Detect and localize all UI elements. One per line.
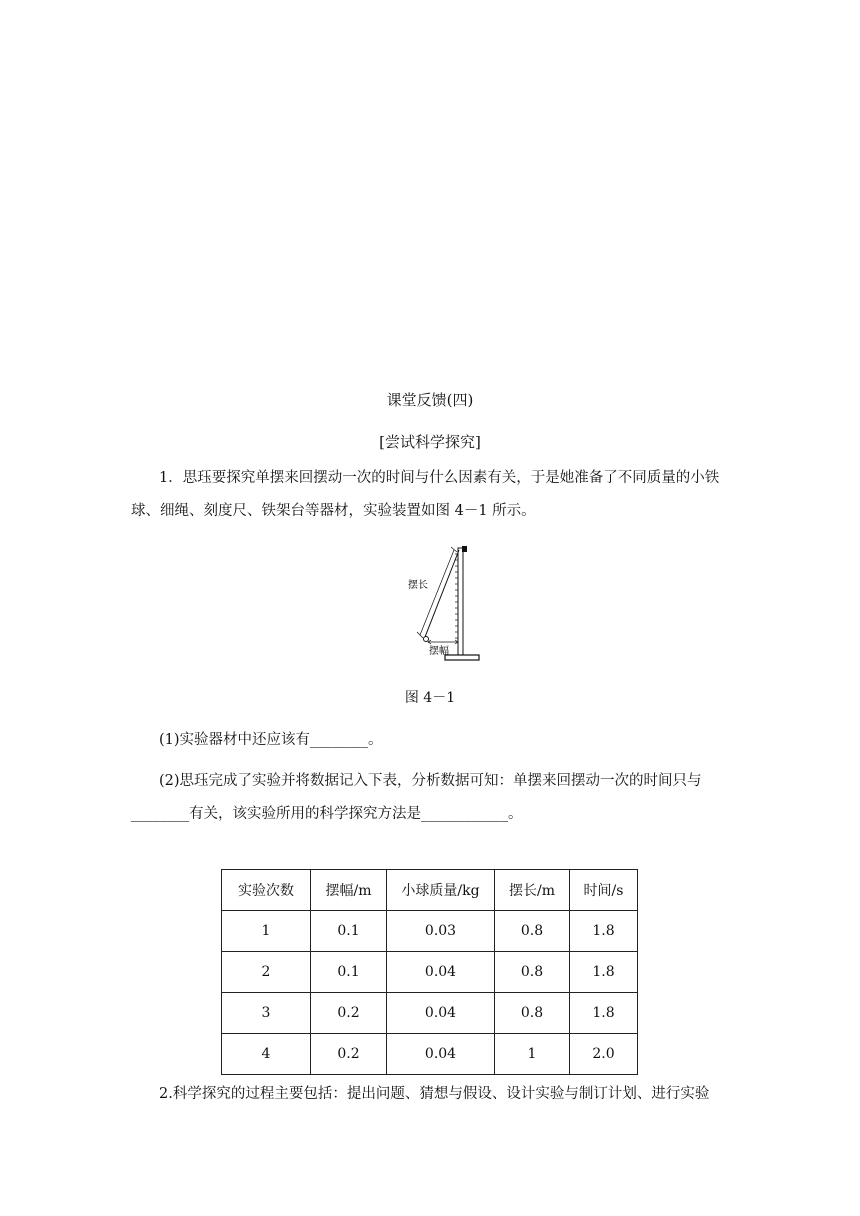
page-title: 课堂反馈(四) [386,391,474,409]
table-cell: 0.04 [387,993,495,1034]
table-cell: 0.03 [387,911,495,952]
sub-question-2: (2)思珏完成了实验并将数据记入下表，分析数据可知：单摆来回摆动一次的时间只与________有关，该实验所用的科学探究方法是____________。 [131,773,702,822]
pendulum-string [425,550,459,637]
data-table [221,869,638,1075]
question-1-text: 1．思珏要探究单摆来回摆动一次的时间与什么因素有关，于是她准备了不同质量的小铁球、细绳、刻度尺、铁架台等器材，实验装置如图 4－1 所示。 [131,470,720,519]
question-2-text: 2.科学探究的过程主要包括：提出问题、猜想与假设、设计实验与制订计划、进行实验 [159,1086,710,1102]
table-cell: 2 [222,952,311,993]
table-header: 摆长/m [495,870,570,911]
table-cell: 0.2 [311,1034,387,1075]
table-row [222,1034,638,1075]
table-cell: 2.0 [570,1034,638,1075]
table-header: 摆幅/m [311,870,387,911]
table-cell: 0.8 [495,911,570,952]
table-row [222,993,638,1034]
table-header-row [222,870,638,911]
table-cell: 0.2 [311,993,387,1034]
stand-pole [458,548,463,655]
figure-label-amplitude: 摆幅 [429,646,449,657]
figure-label-length: 摆长 [408,580,428,591]
table-cell: 3 [222,993,311,1034]
pendulum-ball [424,637,429,642]
table-cell: 0.04 [387,952,495,993]
table-cell: 0.04 [387,1034,495,1075]
table-cell: 4 [222,1034,311,1075]
pendulum-figure [405,538,485,663]
section-heading: [尝试科学探究] [379,433,481,451]
table-cell: 1.8 [570,911,638,952]
table-header: 实验次数 [222,870,311,911]
stand-clamp [462,546,467,552]
sub-question-1: (1)实验器材中还应该有________。 [159,732,383,748]
table-cell: 1.8 [570,952,638,993]
table-cell: 1 [495,1034,570,1075]
table-cell: 1.8 [570,993,638,1034]
table-cell: 0.1 [311,911,387,952]
table-cell: 0.1 [311,952,387,993]
table-row [222,911,638,952]
table-cell: 0.8 [495,993,570,1034]
table-cell: 0.8 [495,952,570,993]
table-header: 小球质量/kg [387,870,495,911]
table-row [222,952,638,993]
figure-caption: 图 4－1 [404,690,456,706]
length-marker [420,550,454,635]
table-cell: 1 [222,911,311,952]
stand-base [445,655,479,660]
table-header: 时间/s [570,870,638,911]
